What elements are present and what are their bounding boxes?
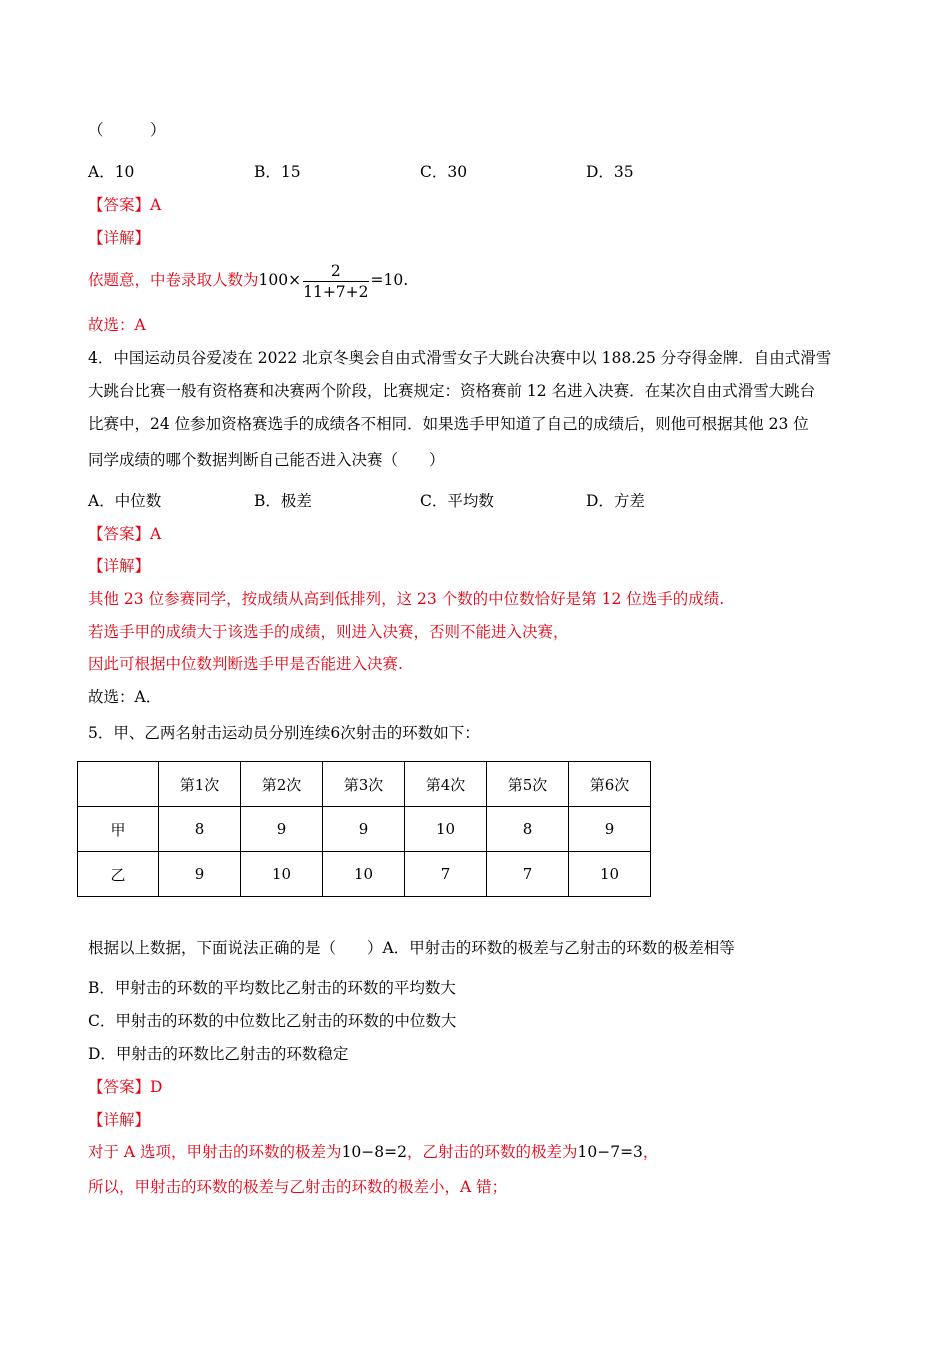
table-cell: 7 xyxy=(487,852,569,897)
table-cell: 10 xyxy=(569,852,651,897)
q5-answer-label: 【答案】D xyxy=(88,1078,163,1096)
q3-option-b: B．15 xyxy=(254,163,301,181)
table-header-cell: 第1次 xyxy=(159,762,241,807)
q5-option-d: D．甲射击的环数比乙射击的环数稳定 xyxy=(88,1045,349,1063)
table-header-cell: 第4次 xyxy=(405,762,487,807)
q4-answer-label: 【答案】A xyxy=(88,525,162,543)
q4-stem-line-4: 同学成绩的哪个数据判断自己能否进入决赛（ ） xyxy=(88,451,445,469)
table-cell: 9 xyxy=(159,852,241,897)
table-header-cell: 第3次 xyxy=(323,762,405,807)
table-header-cell: 第2次 xyxy=(241,762,323,807)
table-cell: 9 xyxy=(241,807,323,852)
q5-question: 根据以上数据，下面说法正确的是（ ）A．甲射击的环数的极差与乙射击的环数的极差相等 xyxy=(88,939,735,957)
q5-explain-line-2: 所以，甲射击的环数的极差与乙射击的环数的极差小，A 错； xyxy=(88,1178,508,1196)
table-cell: 10 xyxy=(323,852,405,897)
q4-detail-label: 【详解】 xyxy=(88,557,151,575)
q3-formula-tail: =10 xyxy=(370,271,404,289)
q3-explain-suffix: . xyxy=(403,271,409,289)
q3-answer-label: 【答案】A xyxy=(88,196,162,214)
q5-detail-label: 【详解】 xyxy=(88,1111,151,1129)
table-cell: 9 xyxy=(323,807,405,852)
table-cell: 10 xyxy=(405,807,487,852)
q4-explain-line-1: 其他 23 位参赛同学，按成绩从高到低排列，这 23 个数的中位数恰好是第 12 位选手的成绩. xyxy=(88,590,725,608)
q5-explain-a: 对于 A 选项，甲射击的环数的极差为 xyxy=(88,1143,342,1161)
q5-option-b: B．甲射击的环数的平均数比乙射击的环数的平均数大 xyxy=(88,979,456,997)
q4-choose: 故选：A． xyxy=(88,688,162,706)
q3-fraction xyxy=(303,262,368,301)
table-cell: 7 xyxy=(405,852,487,897)
q4-stem-line-1: 4．中国运动员谷爱凌在 2022 北京冬奥会自由式滑雪女子大跳台决赛中以 188.25 分夺得金牌．自由式滑雪 xyxy=(88,349,832,367)
q5-stem: 5．甲、乙两名射击运动员分别连续6次射击的环数如下： xyxy=(88,724,480,742)
q4-option-a: A．中位数 xyxy=(88,492,162,510)
q3-frac-denominator: 11+7+2 xyxy=(303,282,369,301)
q4-stem-line-3: 比赛中，24 位参加资格赛选手的成绩各不相同．如果选手甲知道了自己的成绩后，则他可根据其他 23 位 xyxy=(88,415,809,433)
q5-explain-line-1 xyxy=(88,1142,658,1162)
table-header-cell xyxy=(78,762,159,807)
q4-option-b: B．极差 xyxy=(254,492,312,510)
table-header-cell: 第6次 xyxy=(569,762,651,807)
table-cell: 10 xyxy=(241,852,323,897)
table-row xyxy=(78,852,651,897)
q4-explain-line-3: 因此可根据中位数判断选手甲是否能进入决赛. xyxy=(88,655,403,673)
q5-explain-b: ，乙射击的环数的极差为 xyxy=(406,1143,578,1161)
q5-explain-c: ， xyxy=(642,1143,659,1161)
q3-option-c: C．30 xyxy=(420,163,468,181)
q3-option-a: A．10 xyxy=(88,163,135,181)
q4-stem-line-2: 大跳台比赛一般有资格赛和决赛两个阶段，比赛规定：资格赛前 12 名进入决赛．在某次自由式滑雪大跳台 xyxy=(88,382,816,400)
q4-option-c: C．平均数 xyxy=(420,492,494,510)
q3-choose: 故选：A xyxy=(88,316,146,334)
table-row-label: 甲 xyxy=(78,807,159,852)
q5-score-table xyxy=(77,761,651,897)
table-row-label: 乙 xyxy=(78,852,159,897)
q5-option-c: C．甲射击的环数的中位数比乙射击的环数的中位数大 xyxy=(88,1012,457,1030)
q4-explain-line-2: 若选手甲的成绩大于该选手的成绩，则进入决赛，否则不能进入决赛， xyxy=(88,623,569,641)
q3-formula-lead: 100× xyxy=(258,271,302,289)
q5-range-jia: 10−8=2 xyxy=(341,1143,407,1161)
q3-option-d: D．35 xyxy=(586,163,634,181)
q5-range-yi: 10−7=3 xyxy=(577,1143,643,1161)
table-header-row xyxy=(78,762,651,807)
q3-explain-prefix: 依题意，中卷录取人数为 xyxy=(88,271,259,289)
table-row xyxy=(78,807,651,852)
q3-paren: （ ） xyxy=(88,121,166,139)
q3-explanation xyxy=(88,260,408,301)
table-cell: 8 xyxy=(487,807,569,852)
table-cell: 9 xyxy=(569,807,651,852)
q3-frac-numerator: 2 xyxy=(303,262,368,282)
q3-detail-label: 【详解】 xyxy=(88,229,151,247)
q4-option-d: D．方差 xyxy=(586,492,645,510)
table-cell: 8 xyxy=(159,807,241,852)
table-header-cell: 第5次 xyxy=(487,762,569,807)
